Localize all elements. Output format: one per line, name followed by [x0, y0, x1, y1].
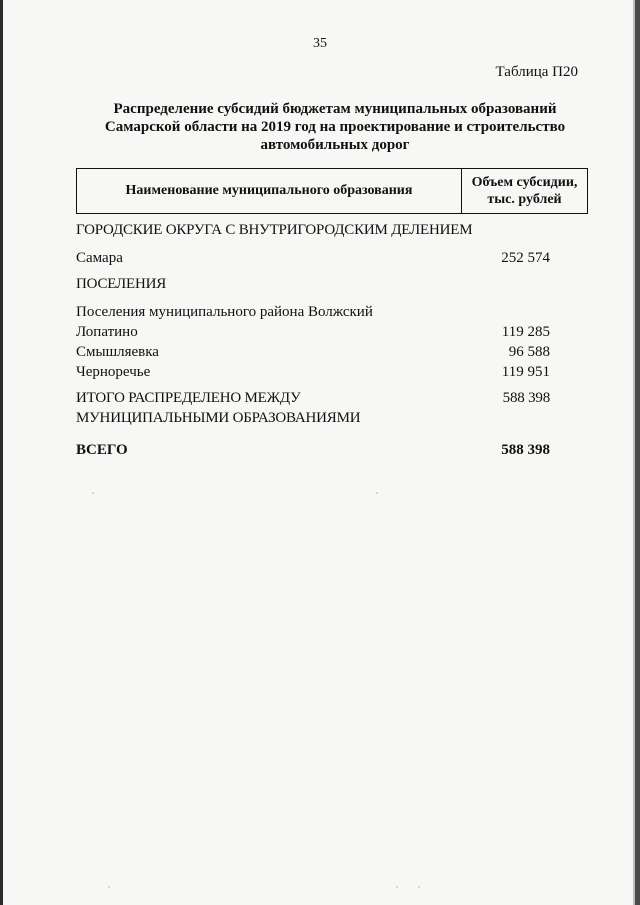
- header-value-line-2: тыс. рублей: [487, 192, 562, 207]
- header-value-column: [462, 169, 587, 213]
- scan-speck: [92, 492, 94, 494]
- row-label: Лопатино: [76, 324, 138, 340]
- row-label: Самара: [76, 250, 123, 266]
- page-edge-left: [0, 0, 3, 905]
- row-value: 119 285: [501, 324, 550, 340]
- row-label: Черноречье: [76, 364, 151, 380]
- title-line-3: автомобильных дорог: [260, 137, 410, 153]
- scan-speck: [418, 886, 420, 888]
- document-title: [90, 100, 580, 154]
- header-value-line-1: Объем субсидии,: [471, 175, 578, 190]
- row-label: ПОСЕЛЕНИЯ: [76, 276, 167, 292]
- table-header: [76, 168, 588, 214]
- row-value: 588 398: [501, 442, 550, 458]
- page-number: 35: [313, 36, 327, 51]
- row-label: МУНИЦИПАЛЬНЫМИ ОБРАЗОВАНИЯМИ: [76, 410, 361, 426]
- page-edge-right: [635, 0, 640, 905]
- table-id: Таблица П20: [495, 64, 578, 80]
- row-value: 252 574: [501, 250, 550, 266]
- row-value: 119 951: [501, 364, 550, 380]
- row-value: 96 588: [508, 344, 550, 360]
- row-label: Поселения муниципального района Волжский: [76, 304, 373, 320]
- row-label: Смышляевка: [76, 344, 159, 360]
- row-label: ВСЕГО: [76, 442, 128, 458]
- title-line-2: Самарской области на 2019 год на проектирование и строительство: [104, 119, 566, 135]
- scan-speck: [108, 886, 110, 888]
- header-name-column: Наименование муниципального образования: [77, 169, 462, 213]
- scan-speck: [376, 492, 378, 494]
- title-line-1: Распределение субсидий бюджетам муниципальных образований: [113, 101, 557, 117]
- scan-speck: [396, 886, 398, 888]
- row-value: 588 398: [502, 390, 550, 406]
- row-label: ИТОГО РАСПРЕДЕЛЕНО МЕЖДУ: [76, 390, 301, 406]
- row-label: ГОРОДСКИЕ ОКРУГА С ВНУТРИГОРОДСКИМ ДЕЛЕНИЕМ: [76, 222, 473, 238]
